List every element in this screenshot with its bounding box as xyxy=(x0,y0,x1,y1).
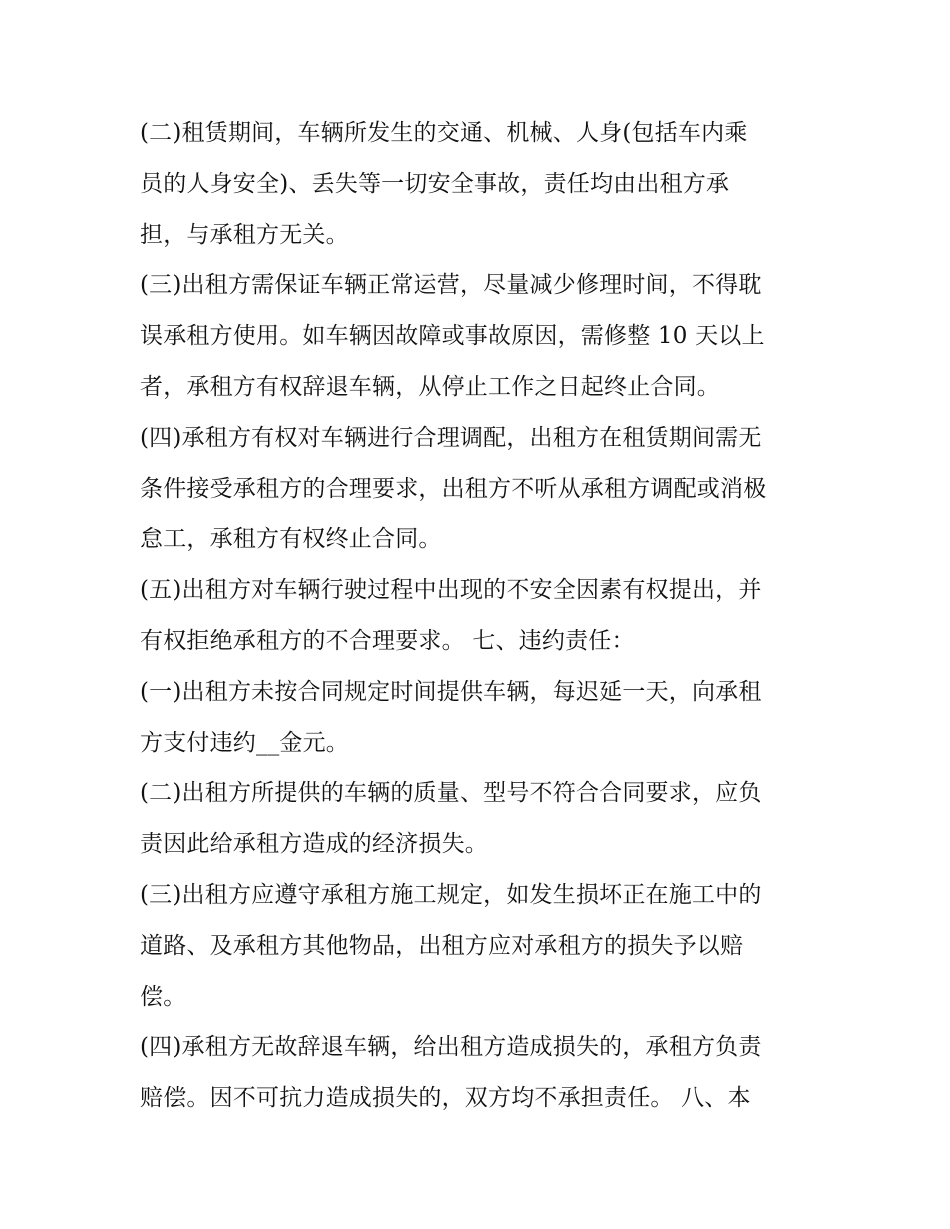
text-line: (二)租赁期间，车辆所发生的交通、机械、人身(包括车内乘 xyxy=(140,120,748,146)
text-line: (三)出租方需保证车辆正常运营，尽量减少修理时间，不得耽 xyxy=(140,272,762,299)
text-line: (四)承租方无故辞退车辆，给出租方造成损失的，承租方负责 xyxy=(140,1034,762,1061)
text-line: (四)承租方有权对车辆进行合理调配，出租方在租赁期间需无 xyxy=(140,424,762,451)
text-line: 者，承租方有权辞退车辆，从停止工作之日起终止合同。 xyxy=(140,373,720,400)
text-line: 怠工，承租方有权终止合同。 xyxy=(140,526,442,553)
text-line: 方支付违约__金元。 xyxy=(140,729,349,756)
text-line: 员的人身安全)、丢失等一切安全事故，责任均由出租方承 xyxy=(140,170,730,197)
text-line: 道路、及承租方其他物品，出租方应对承租方的损失予以赔 xyxy=(140,932,744,959)
text-line: 赔偿。因不可抗力造成损失的，双方均不承担责任。 八、本 xyxy=(140,1085,751,1112)
text-line: 误承租方使用。如车辆因故障或事故原因，需修整 10 天以上 xyxy=(140,323,765,350)
text-line: 条件接受承租方的合理要求，出租方不听从承租方调配或消极 xyxy=(140,475,767,502)
text-line: (三)出租方应遵守承租方施工规定，如发生损坏正在施工中的 xyxy=(140,881,762,908)
text-line: (二)出租方所提供的车辆的质量、型号不符合合同要求，应负 xyxy=(140,780,762,807)
text-line: 偿。 xyxy=(140,983,187,1010)
text-line: 有权拒绝承租方的不合理要求。 七、违约责任： xyxy=(140,627,635,654)
document-body xyxy=(140,108,820,1124)
text-line: 责因此给承租方造成的经济损失。 xyxy=(140,831,488,858)
text-line: (一)出租方未按合同规定时间提供车辆，每迟延一天，向承租 xyxy=(140,678,762,705)
text-line: (五)出租方对车辆行驶过程中出现的不安全因素有权提出，并 xyxy=(140,577,762,604)
text-line: 担，与承租方无关。 xyxy=(140,221,349,248)
